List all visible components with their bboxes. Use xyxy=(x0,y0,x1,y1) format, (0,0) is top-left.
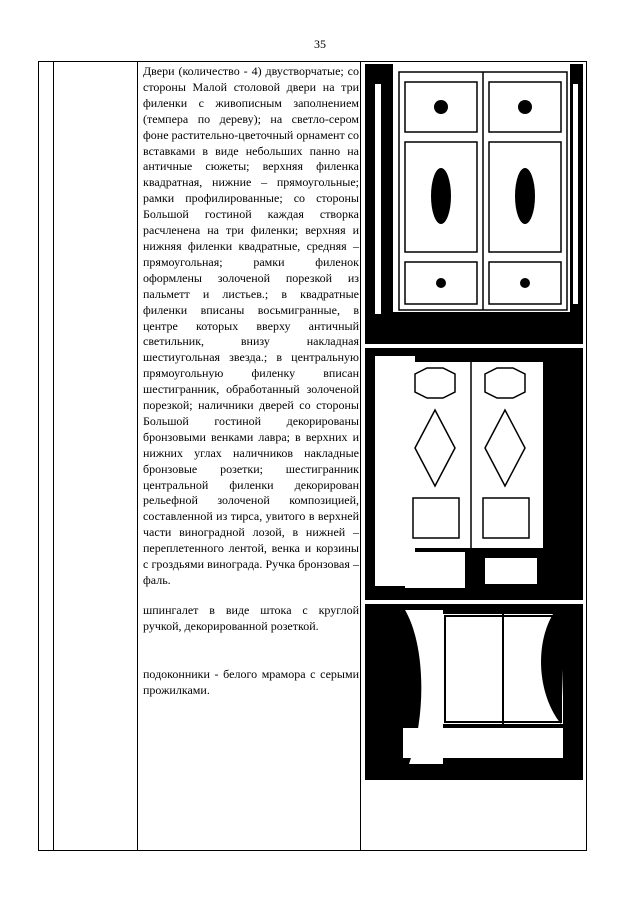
column-divider-3 xyxy=(360,62,361,850)
page-number: 35 xyxy=(314,37,326,51)
painted-door-photo xyxy=(365,64,583,344)
espagnolette-description: шпингалет в виде штока с круглой ручкой, декорированной розеткой. xyxy=(143,602,359,633)
paneled-door-photo xyxy=(365,348,583,600)
inventory-table xyxy=(38,61,587,851)
door-description: Двери (количество - 4) двустворчатые; со стороны Малой столовой двери на три филенки с живописным заполнением (темпера по дереву); на светло-сером фоне растительно-цветочный орнамент со вставками в виде небольших панно на античные сюжеты; верхняя филенка квадратная, нижние – прямоугольные; рамки профилированные; со стороны Большой гостиной каждая створка расчленена на три филенки; верхняя и нижняя филенки квадратные, средняя – прямоугольная; рамки филенок оформлены золоченой порезкой из пальметт и листьев.; в квадратные филенки вписаны восьмигранные, в центре которых вверху античный светильник, внизу накладная шестиугольная звезда.; в центральную прямоугольную филенку вписан шестигранник, обработанный золоченой порезкой; наличники дверей со стороны Большой гостиной декорированы бронзовыми венками лавра; в верхних и нижних углах наличников накладные бронзовые розетки; шестигранник центральной филенки декорирован рельефной золоченой композицией, составленной из тирса, увитого в верхней части виноградной лозой, в нижней – переплетенного лентой, венка и корзины с гроздьями винограда. Ручка бронзовая – фаль. xyxy=(143,64,360,587)
column-divider-1 xyxy=(53,62,54,850)
column-divider-2 xyxy=(137,62,138,850)
description-cell xyxy=(143,62,359,699)
window-photo xyxy=(365,604,583,780)
windowsill-description: подоконники - белого мрамора с серыми прожилками. xyxy=(143,666,359,697)
